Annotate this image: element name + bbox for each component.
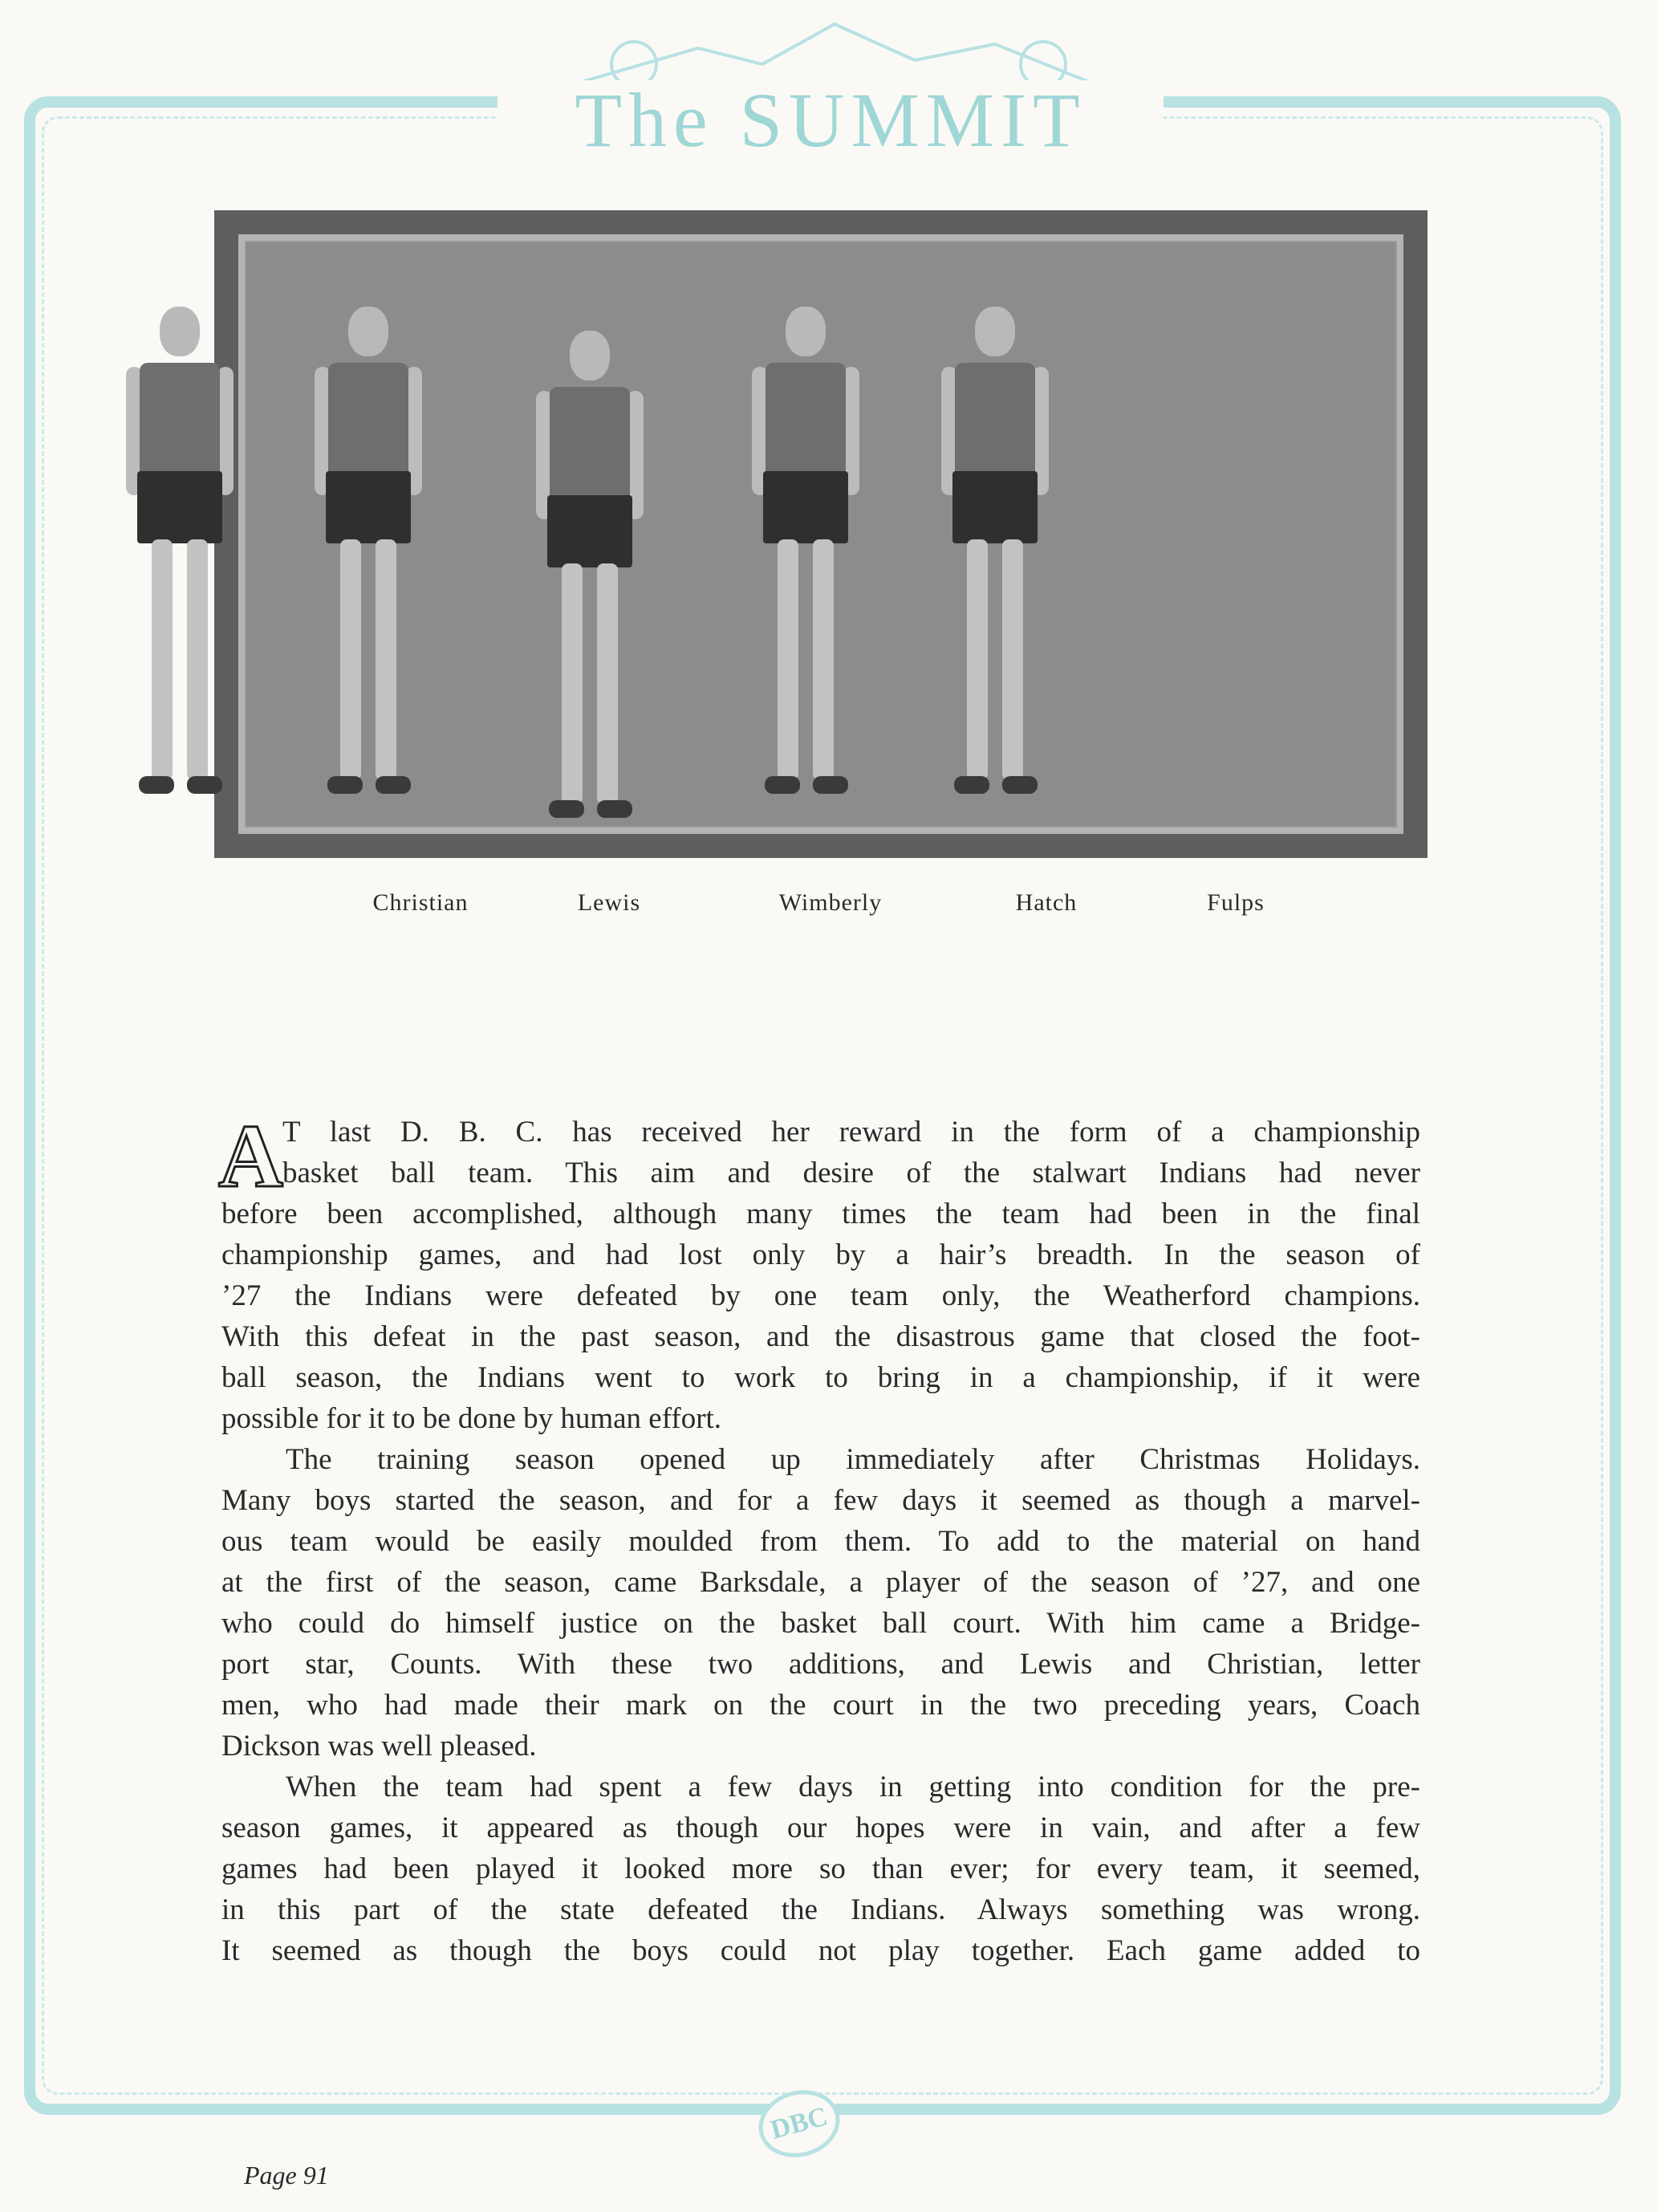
caption-hatch: Hatch [1015,889,1078,916]
player-figure-hatch [745,307,866,804]
team-photo [214,210,1428,858]
text-line: T last D. B. C. has received her reward in the form of a championship [282,1116,1420,1149]
text-line: The training season opened up immediately after Christmas Holidays. [286,1443,1420,1476]
photo-captions [0,889,1657,925]
text-line: When the team had spent a few days in getting into condition for the pre- [286,1771,1420,1803]
text-line: basket ball team. This aim and desire of the stalwart Indians had never [282,1157,1420,1189]
text-line: men, who had made their mark on the court in the two preceding years, Coach [221,1689,1420,1722]
player-figure-lewis [308,307,428,804]
masthead [498,16,1164,163]
text-line: port star, Counts. With these two additions, and Lewis and Christian, letter [221,1648,1420,1681]
text-line: possible for it to be done by human effort. [221,1402,722,1435]
caption-wimberly: Wimberly [778,889,883,916]
masthead-title: The SUMMIT [498,80,1164,161]
text-line: season games, it appeared as though our hopes were in vain, and after a few [221,1811,1420,1844]
caption-fulps: Fulps [1207,889,1265,916]
photo-field [246,242,1395,826]
drop-cap: A [218,1107,283,1206]
text-line: ball season, the Indians went to work to bring in a championship, if it were [221,1361,1420,1394]
player-figure-wimberly [530,331,650,828]
dbc-logo: DBC [751,2081,847,2166]
text-line: With this defeat in the past season, and the disastrous game that closed the foot- [221,1320,1420,1353]
caption-christian: Christian [372,889,469,916]
text-line: Many boys started the season, and for a few days it seemed as though a marvel- [221,1484,1420,1517]
text-line: in this part of the state defeated the Indians. Always something was wrong. [221,1893,1420,1926]
text-line: Dickson was well pleased. [221,1730,537,1763]
page-number: Page 91 [244,2161,329,2190]
text-line: before been accomplished, although many times the team had been in the final [221,1197,1420,1230]
text-line: It seemed as though the boys could not play together. Each game added to [221,1934,1420,1967]
text-line: ’27 the Indians were defeated by one team only, the Weatherford champions. [221,1279,1420,1312]
article-body [218,1107,1420,1971]
text-line: championship games, and had lost only by a hair’s breadth. In the season of [221,1238,1420,1271]
text-line: games had been played it looked more so than ever; for every team, it seemed, [221,1852,1420,1885]
text-line: ous team would be easily moulded from them. To add to the material on hand [221,1525,1420,1558]
text-line: at the first of the season, came Barksdale, a player of the season of ’27, and one [221,1566,1420,1599]
caption-lewis: Lewis [577,889,641,916]
player-figure-christian [120,307,240,804]
text-line: who could do himself justice on the basket ball court. With him came a Bridge- [221,1607,1420,1640]
player-figure-fulps [935,307,1055,804]
